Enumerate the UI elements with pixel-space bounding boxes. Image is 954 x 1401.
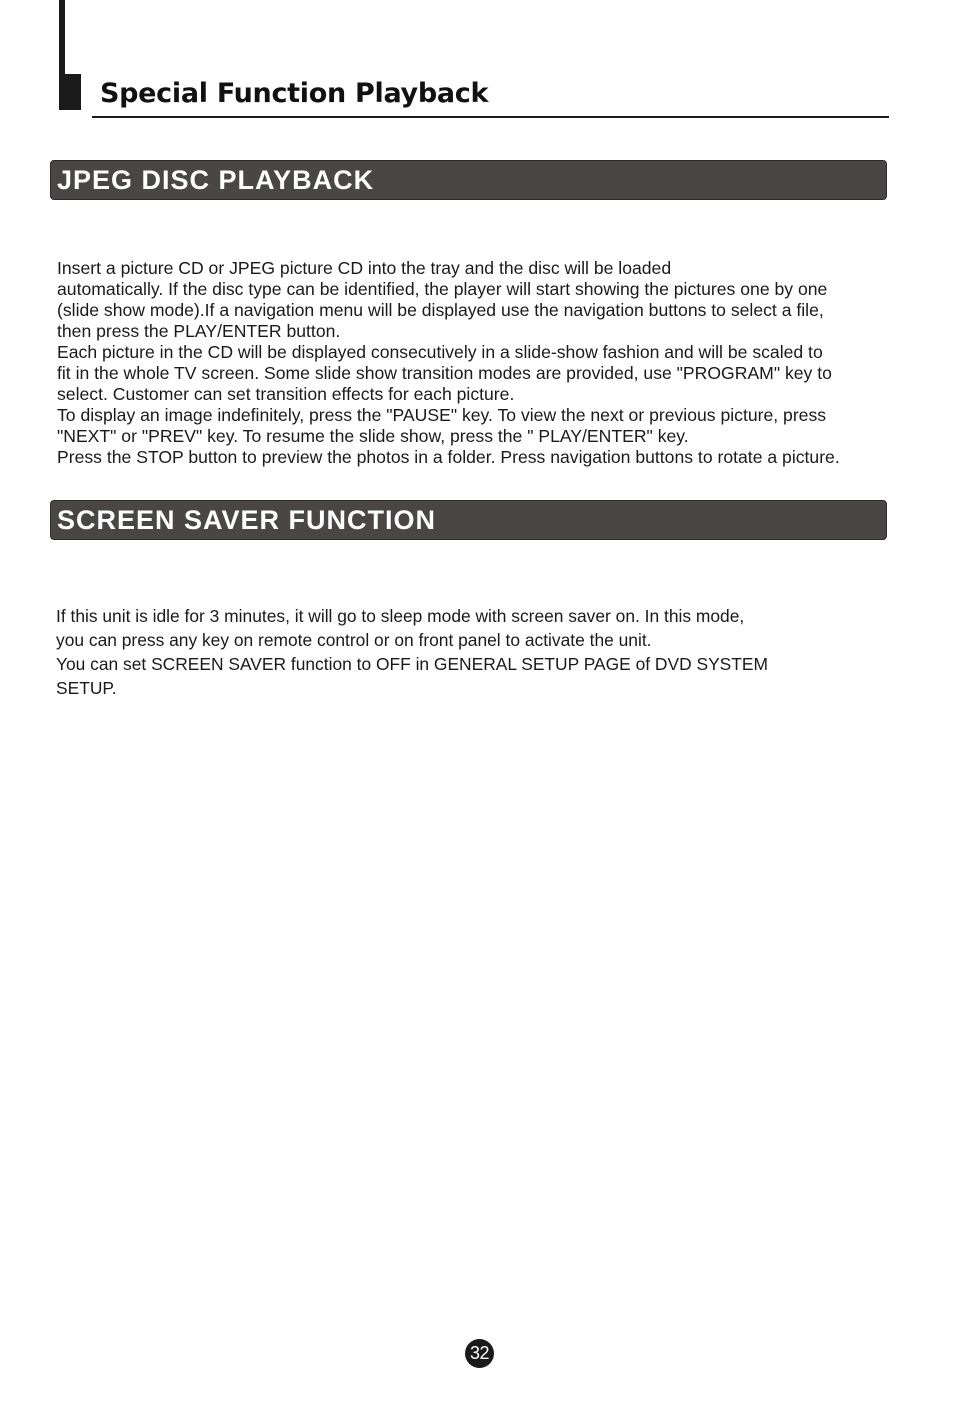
paragraph-line: fit in the whole TV screen. Some slide show transition modes are provided, use "PROGRAM" key to (57, 363, 832, 383)
screen-saver-text (56, 604, 768, 700)
section-header-jpeg-disc-playback (50, 160, 887, 200)
page-number-badge: 32 (465, 1339, 494, 1368)
paragraph-line: Insert a picture CD or JPEG picture CD into the tray and the disc will be loaded (57, 258, 672, 278)
section-heading: JPEG DISC PLAYBACK (57, 165, 375, 195)
section-header-screen-saver-function (50, 500, 887, 540)
page-title: Special Function Playback (100, 78, 489, 109)
paragraph-line: "NEXT" or "PREV" key. To resume the slide show, press the " PLAY/ENTER" key. (57, 426, 689, 446)
paragraph-line: You can set SCREEN SAVER function to OFF in GENERAL SETUP PAGE of DVD SYSTEM (56, 654, 768, 674)
paragraph-line: select. Customer can set transition effects for each picture. (57, 384, 515, 404)
section-heading: SCREEN SAVER FUNCTION (57, 505, 437, 535)
paragraph-line: (slide show mode).If a navigation menu will be displayed use the navigation buttons to select a file, (57, 300, 824, 320)
paragraph-line: you can press any key on remote control or on front panel to activate the unit. (56, 630, 652, 650)
paragraph-line: SETUP. (56, 678, 117, 698)
paragraph-line: If this unit is idle for 3 minutes, it will go to sleep mode with screen saver on. In this mode, (56, 606, 745, 626)
paragraph-line: then press the PLAY/ENTER button. (57, 321, 341, 341)
title-underline (92, 116, 889, 118)
paragraph-line: To display an image indefinitely, press the "PAUSE" key. To view the next or previous picture, press (57, 405, 827, 425)
paragraph-line: automatically. If the disc type can be identified, the player will start showing the pictures one by one (57, 279, 828, 299)
jpeg-playback-text (57, 258, 840, 468)
paragraph-line: Each picture in the CD will be displayed consecutively in a slide-show fashion and will be scaled to (57, 342, 823, 362)
corner-decoration-block (59, 74, 81, 110)
paragraph-line: Press the STOP button to preview the photos in a folder. Press navigation buttons to rotate a picture. (57, 447, 840, 467)
